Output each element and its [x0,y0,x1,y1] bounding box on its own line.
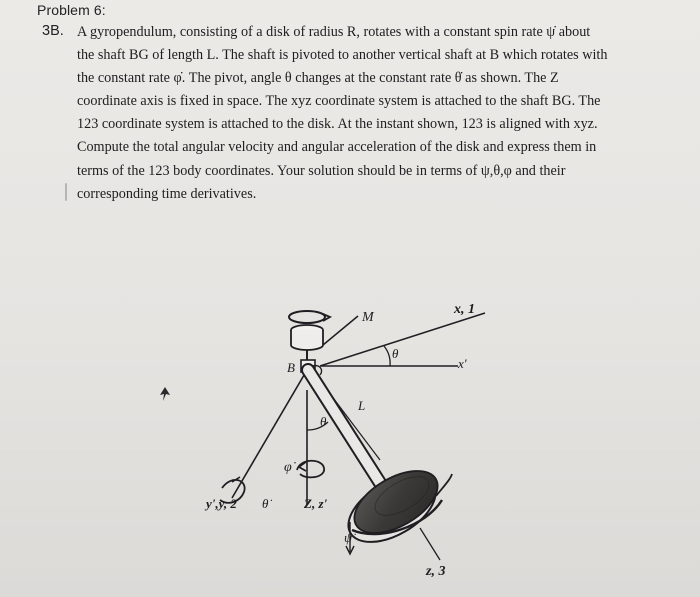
spinning-disk [337,458,452,555]
statement-line: 123 coordinate system is attached to the disk. At the instant shown, 123 is aligned with xyz. [77,116,598,133]
label-x1: x, 1 [454,302,475,317]
label-theta-dot: θ̇ [262,496,269,511]
statement-line: the shaft BG of length L. The shaft is pivoted to another vertical shaft at B which rotates with [77,47,608,64]
label-b: B [287,360,295,375]
label-z3: z, 3 [426,564,446,579]
statement-line: A gyropendulum, consisting of a disk of radius R, rotates with a constant spin rate ψ̇ about [77,24,591,40]
problem-heading: Problem 6: [37,2,106,18]
statement-line: terms of the 123 body coordinates. Your solution should be in terms of ψ,θ,φ and their [77,162,566,179]
gyropendulum-drawing [140,290,520,590]
label-l: L [358,398,366,413]
problem-statement [77,21,637,206]
label-x-prime: x' [458,356,467,371]
statement-line: Compute the total angular velocity and angular acceleration of the disk and express them in [77,139,597,156]
theta-arc-top [384,346,390,366]
label-phi-dot: φ̇ [284,460,292,475]
label-z-zprime: Z, z' [304,496,328,511]
top-rotation-arrow [289,311,330,323]
label-m: M [362,310,374,325]
label-theta-top: θ [392,346,399,361]
statement-line: the constant rate φ̇. The pivot, angle θ changes at the constant rate θ̇ as shown. The Z [77,70,559,87]
vertical-shaft [291,325,323,505]
label-y-axes: y',y, 2 [206,496,237,511]
label-psi-dot: ψ̇ [344,530,353,545]
gyropendulum-figure [140,290,520,590]
label-theta-mid: θ [320,414,327,429]
statement-line: corresponding time derivatives. [77,185,257,202]
z3-axis-line [420,528,440,560]
margin-mark [65,183,67,201]
m-leader-line [323,316,358,345]
phi-rotation-arrow [297,461,324,478]
y-axis-line [232,370,307,498]
problem-number: 3B. [42,23,64,39]
statement-line: coordinate axis is fixed in space. The xyz coordinate system is attached to the shaft BG. The [77,93,601,110]
